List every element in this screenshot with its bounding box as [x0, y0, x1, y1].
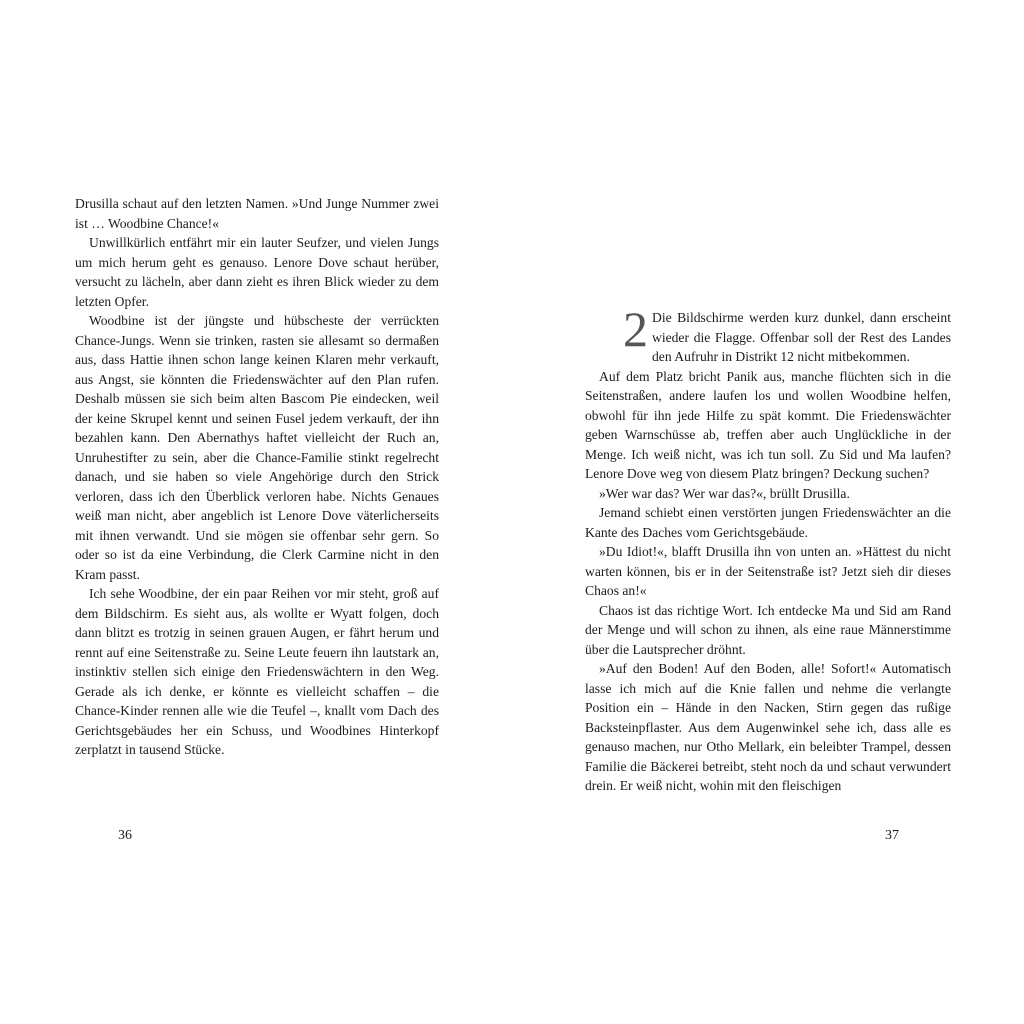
page-number-right: 37 [885, 828, 899, 843]
paragraph: Chaos ist das richtige Wort. Ich entdecke Ma und Sid am Rand der Menge und will schon zu ihnen, als eine raue Männerstimme über die Lautsprecher dröhnt. [585, 602, 951, 657]
paragraph: »Wer war das? Wer war das?«, brüllt Drusilla. [599, 485, 850, 501]
paragraph: Drusilla schaut auf den letzten Namen. »Und Junge Nummer zwei ist … Woodbine Chance!« [75, 196, 439, 231]
paragraph: Woodbine ist der jüngste und hübscheste der verrückten Chance-Jungs. Wenn sie trinken, rasten sie allesamt so dermaßen aus, dass Hattie ihnen schon lange keinen Klaren mehr verkauft, aus Angst, sie könnten die Friedenswächter auf den Plan rufen. Deshalb müssen sie sich beim alten Bascom Pie eindecken, weil der keine Skrupel kennt und seinen Fusel jedem verkauft, der ihn bezahlen kann. Den Abernathys haftet vielleicht der Ruch an, Unruhestifter zu sein, aber die Chance-Familie stinkt regelrecht danach, und sie haben so viele Angehörige durch den Strick verloren, dass ich den Überblick verloren habe. Nichts Genaues weiß man nicht, aber angeblich ist Lenore Dove väterlicherseits mit ihnen verwandt. Und sie mögen sie offenbar sehr gern. So oder so ist da eine Verbindung, die Clerk Carmine nicht in den Kram passt. [75, 313, 439, 582]
paragraph: Jemand schiebt einen verstörten jungen Friedenswächter an die Kante des Daches vom Gerichtsgebäude. [585, 505, 951, 540]
page-number-left: 36 [118, 828, 132, 843]
chapter-opening-text: Die Bildschirme werden kurz dunkel, dann erscheint wieder die Flagge. Offenbar soll der Rest des Landes den Aufruhr in Distrikt 12 nicht mitbekommen. [652, 310, 951, 364]
chapter-number-dropcap: 2 [623, 301, 648, 357]
chapter-opening-paragraph [585, 301, 951, 367]
paragraph: Auf dem Platz bricht Panik aus, manche flüchten sich in die Seitenstraßen, andere laufen los und wollen Woodbine helfen, obwohl für ihn jede Hilfe zu spät kommt. Die Friedenswächter geben Warnschüsse ab, treffen aber auch Unglückliche in der Menge. Ich weiß nicht, was ich tun soll. Zu Sid und Ma laufen? Lenore Dove weg von diesem Platz bringen? Deckung suchen? [585, 368, 951, 481]
right-page-text [585, 301, 951, 796]
paragraph: »Auf den Boden! Auf den Boden, alle! Sofort!« Automatisch lasse ich mich auf die Knie fallen und nehme die verlangte Position ein – Hände in den Nacken, Stirn gegen das rußige Backsteinpflaster. Aus dem Augenwinkel sehe ich, dass alle es genauso machen, nur Otho Mellark, ein beleibter Trampel, dessen Familie die Bäckerei betreibt, steht noch da und schaut verwundert drein. Er weiß nicht, wohin mit den fleischigen [585, 661, 951, 793]
left-page-text [75, 194, 439, 760]
paragraph: Ich sehe Woodbine, der ein paar Reihen vor mir steht, groß auf dem Bildschirm. Es sieht aus, als wollte er Wyatt folgen, doch dann blitzt es trotzig in seinen grauen Augen, er fährt herum und rennt auf eine Seitenstraße zu. Seine Leute feuern ihn lautstark an, instinktiv stellen sich einige den Friedenswächtern in den Weg. Gerade als ich denke, er könnte es vielleicht schaffen – die Chance-Kinder rennen alle wie die Teufel –, knallt vom Dach des Gerichtsgebäudes her ein Schuss, und Woodbines Hinterkopf zerplatzt in tausend Stücke. [75, 586, 439, 757]
paragraph: Unwillkürlich entfährt mir ein lauter Seufzer, und vielen Jungs um mich herum geht es genauso. Lenore Dove schaut herüber, versucht zu lächeln, aber dann zieht es ihren Blick wieder zu dem letzten Opfer. [75, 235, 439, 309]
paragraph: »Du Idiot!«, blafft Drusilla ihn von unten an. »Hättest du nicht warten können, bis er in der Seitenstraße ist? Jetzt sieh dir dieses Chaos an!« [585, 544, 951, 598]
